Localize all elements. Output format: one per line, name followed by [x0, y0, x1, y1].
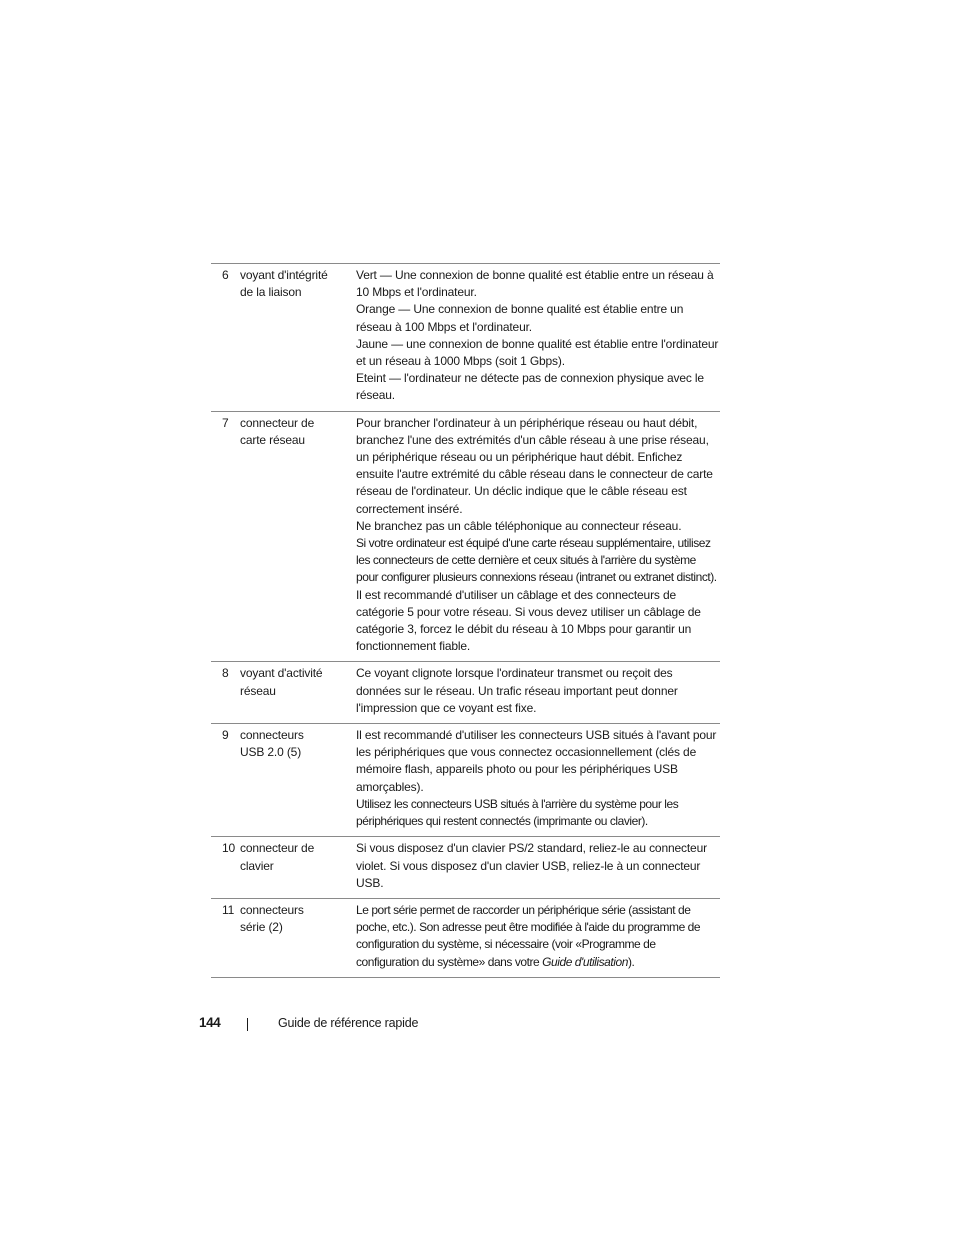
component-description: [356, 264, 720, 412]
component-name: [240, 662, 356, 724]
row-number: 7: [222, 415, 229, 430]
component-name: [240, 898, 356, 977]
component-description: [356, 837, 720, 899]
description-paragraph: Si vous disposez d'un clavier PS/2 standard, reliez-le au connecteur violet. Si vous disposez d'un clavier USB, reliez-le à un connecteur USB.: [356, 841, 707, 890]
component-name-line: connecteurs: [240, 902, 304, 917]
description-paragraph: Ce voyant clignote lorsque l'ordinateur transmet ou reçoit des données sur le réseau. Un trafic réseau important peut donner l'impression que ce voyant est fixe.: [356, 666, 678, 715]
row-number: 11: [222, 902, 235, 917]
description-paragraph: Ne branchez pas un câble téléphonique au connecteur réseau.: [356, 518, 682, 533]
component-name-line: connecteur de: [240, 841, 315, 856]
description-paragraph: [356, 902, 720, 971]
page-footer: [0, 1015, 954, 1035]
row-number: 6: [222, 268, 229, 282]
description-paragraph: Jaune — une connexion de bonne qualité est établie entre l'ordinateur et un réseau à 1000 Mbps (soit 1 Gbps).: [356, 336, 719, 369]
component-name: [240, 837, 356, 899]
description-paragraph: Il est recommandé d'utiliser les connecteurs USB situés à l'avant pour les périphériques que vous connectez occasionnellement (clés de mémoire flash, appareils photo ou pour les périphériques USB amorçables).: [356, 728, 717, 794]
component-name: [240, 264, 356, 412]
description-paragraph: Orange — Une connexion de bonne qualité est établie entre un réseau à 100 Mbps et l'ordinateur.: [356, 302, 684, 334]
description-paragraph: Utilisez les connecteurs USB situés à l'arrière du système pour les périphériques qui restent connectés (imprimante ou clavier).: [356, 796, 679, 829]
component-name-line: voyant d'activité: [240, 666, 323, 681]
component-name-line: carte réseau: [240, 432, 305, 447]
description-text: ).: [627, 954, 635, 969]
component-name-line: de la liaison: [240, 285, 302, 300]
description-paragraph: Eteint — l'ordinateur ne détecte pas de connexion physique avec le réseau.: [356, 371, 704, 403]
reference-table: [211, 263, 720, 978]
guide-title-reference: Guide d'utilisation: [542, 954, 628, 969]
description-paragraph: Si votre ordinateur est équipé d'une carte réseau supplémentaire, utilisez les connecteurs de cette dernière et ceux situés à l'arrière du système pour configurer plusieurs connexions réseau (intranet ou extranet distinct).: [356, 536, 717, 585]
row-number: 10: [222, 841, 236, 856]
component-description: [356, 898, 720, 977]
description-text: Le port série permet de raccorder un périphérique série (assistant de poche, etc.). Son adresse peut être modifiée à l'aide du programme de configuration du système, si nécessaire (voir «Programme de configuration du système» dans votre: [356, 902, 701, 969]
description-paragraph: Pour brancher l'ordinateur à un périphérique réseau ou haut débit, branchez l'une des extrémités d'un câble réseau à une prise réseau, un périphérique réseau ou un périphérique haut débit. Enfichez ensuite l'autre extrémité du câble réseau dans le connecteur de carte réseau de l'ordinateur. Un déclic indique que le câble réseau est correctement inséré.: [356, 415, 713, 516]
description-paragraph: Il est recommandé d'utiliser un câblage et des connecteurs de catégorie 5 pour votre réseau. Si vous devez utiliser un câblage de catégorie 3, forcez le débit du réseau à 10 Mbps pour garantir un fonctionnement fiable.: [356, 587, 701, 654]
component-description: [356, 724, 720, 837]
document-title: Guide de référence rapide: [278, 1016, 419, 1030]
component-name-line: clavier: [240, 858, 274, 873]
component-name-line: USB 2.0 (5): [240, 745, 302, 760]
table-row: [211, 837, 720, 899]
component-name: [240, 724, 356, 837]
table-row: [211, 724, 720, 837]
component-name-line: série (2): [240, 920, 283, 935]
component-description: [356, 411, 720, 662]
table-row: [211, 662, 720, 724]
component-name-line: connecteur de: [240, 415, 315, 430]
component-name: [240, 411, 356, 662]
page-number: 144: [199, 1015, 221, 1030]
component-name-line: voyant d'intégrité: [240, 268, 328, 282]
table-row: [211, 898, 720, 977]
table-row: [211, 411, 720, 662]
description-paragraph: Vert — Une connexion de bonne qualité est établie entre un réseau à 10 Mbps et l'ordinateur.: [356, 268, 714, 300]
table-row: [211, 264, 720, 412]
row-number: 8: [222, 666, 229, 681]
component-description: [356, 662, 720, 724]
row-number: 9: [222, 728, 229, 743]
footer-divider: [247, 1018, 248, 1031]
component-name-line: connecteurs: [240, 728, 304, 743]
component-name-line: réseau: [240, 683, 276, 698]
